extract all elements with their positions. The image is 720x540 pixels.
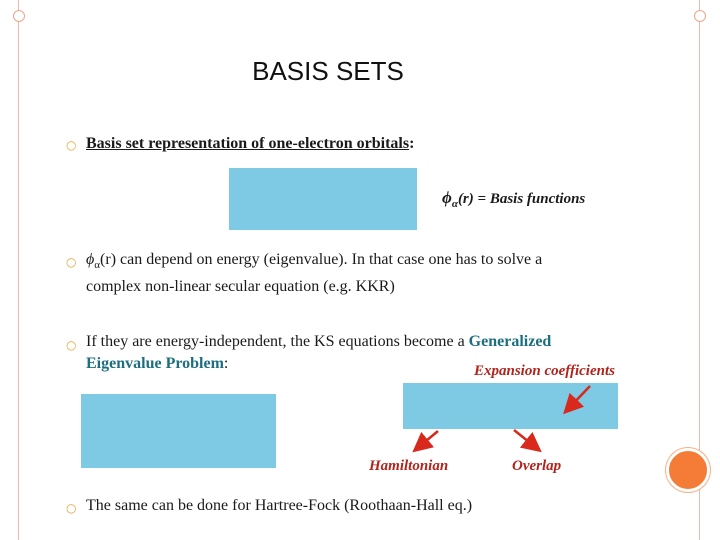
- basis-functions-text: (r) = Basis functions: [457, 191, 586, 207]
- slide-title: BASIS SETS: [252, 56, 404, 86]
- phi-symbol: ϕ: [442, 188, 452, 207]
- bullet-icon: ○: [66, 138, 77, 152]
- bullet-1-colon: :: [409, 135, 415, 152]
- eigenvalue-problem-highlight: Eigenvalue Problem: [86, 355, 224, 372]
- alpha-subscript: α: [94, 259, 101, 272]
- bullet-icon: ○: [66, 338, 77, 352]
- bullet-2-line-1-text: (r) can depend on energy (eigenvalue). In that case one has to solve a: [100, 251, 543, 268]
- overlap-arrow: [514, 430, 534, 446]
- generalized-highlight: Generalized: [468, 333, 552, 350]
- hamiltonian-arrow: [420, 431, 438, 446]
- overlap-label: Overlap: [512, 458, 562, 474]
- alpha-subscript: α: [451, 198, 458, 210]
- phi-symbol: ϕ: [86, 251, 95, 268]
- bullet-4-text: The same can be done for Hartree-Fock (Roothaan-Hall eq.): [86, 497, 473, 514]
- bullet-3-colon: :: [223, 355, 229, 372]
- bullet-1-underlined: Basis set representation of one-electron orbitals: [86, 135, 410, 152]
- bullet-icon: ○: [66, 501, 77, 515]
- hamiltonian-label: Hamiltonian: [369, 458, 449, 474]
- bullet-icon: ○: [66, 255, 77, 269]
- expansion-coefficients-arrow: [570, 386, 590, 407]
- expansion-coefficients-label: Expansion coefficients: [474, 363, 615, 379]
- bullet-3-prefix: If they are energy-independent, the KS equations become a: [86, 333, 469, 350]
- bullet-2-line-2: complex non-linear secular equation (e.g. KKR): [86, 278, 395, 296]
